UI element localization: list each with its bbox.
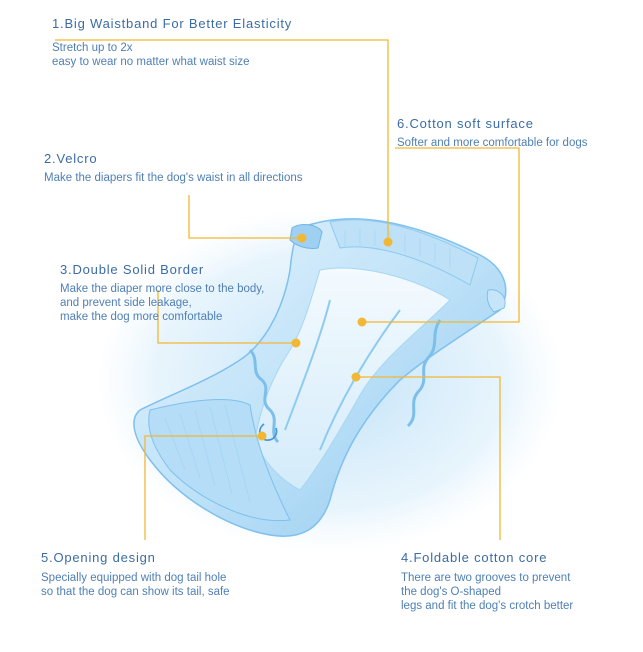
dot-surface bbox=[358, 318, 367, 327]
dot-opening bbox=[258, 432, 267, 441]
callout-text: easy to wear no matter what waist size bbox=[52, 56, 250, 68]
callout-surface bbox=[397, 116, 588, 150]
callout-text: Stretch up to 2x bbox=[52, 42, 133, 54]
dot-velcro bbox=[298, 234, 307, 243]
callout-text: legs and fit the dog's crotch better bbox=[401, 600, 574, 612]
callout-text: Make the diaper more close to the body, bbox=[60, 283, 265, 295]
callout-opening bbox=[41, 550, 230, 599]
callout-core bbox=[401, 550, 573, 613]
dot-core bbox=[352, 373, 361, 382]
callout-text: Make the diapers fit the dog's waist in all directions bbox=[44, 172, 303, 184]
callout-waistband bbox=[52, 16, 292, 69]
callout-title: 4.Foldable cotton core bbox=[401, 550, 548, 565]
callout-title: 2.Velcro bbox=[44, 151, 98, 166]
callout-text: the dog's O-shaped bbox=[401, 586, 502, 598]
callout-text: and prevent side leakage, bbox=[60, 297, 192, 309]
callout-velcro bbox=[44, 151, 303, 185]
callout-border bbox=[60, 262, 264, 324]
dot-waistband bbox=[384, 238, 393, 247]
leader-waistband bbox=[55, 40, 388, 240]
callout-text: Softer and more comfortable for dogs bbox=[397, 137, 588, 149]
dot-border bbox=[292, 339, 301, 348]
callout-text: so that the dog can show its tail, safe bbox=[41, 586, 230, 598]
callout-title: 6.Cotton soft surface bbox=[397, 116, 534, 131]
callout-title: 5.Opening design bbox=[41, 550, 156, 565]
callout-title: 1.Big Waistband For Better Elasticity bbox=[52, 16, 293, 31]
callout-title: 3.Double Solid Border bbox=[60, 262, 204, 277]
callout-text: There are two grooves to prevent bbox=[401, 572, 571, 584]
callout-text: Specially equipped with dog tail hole bbox=[41, 572, 227, 584]
callout-text: make the dog more comfortable bbox=[60, 311, 223, 323]
